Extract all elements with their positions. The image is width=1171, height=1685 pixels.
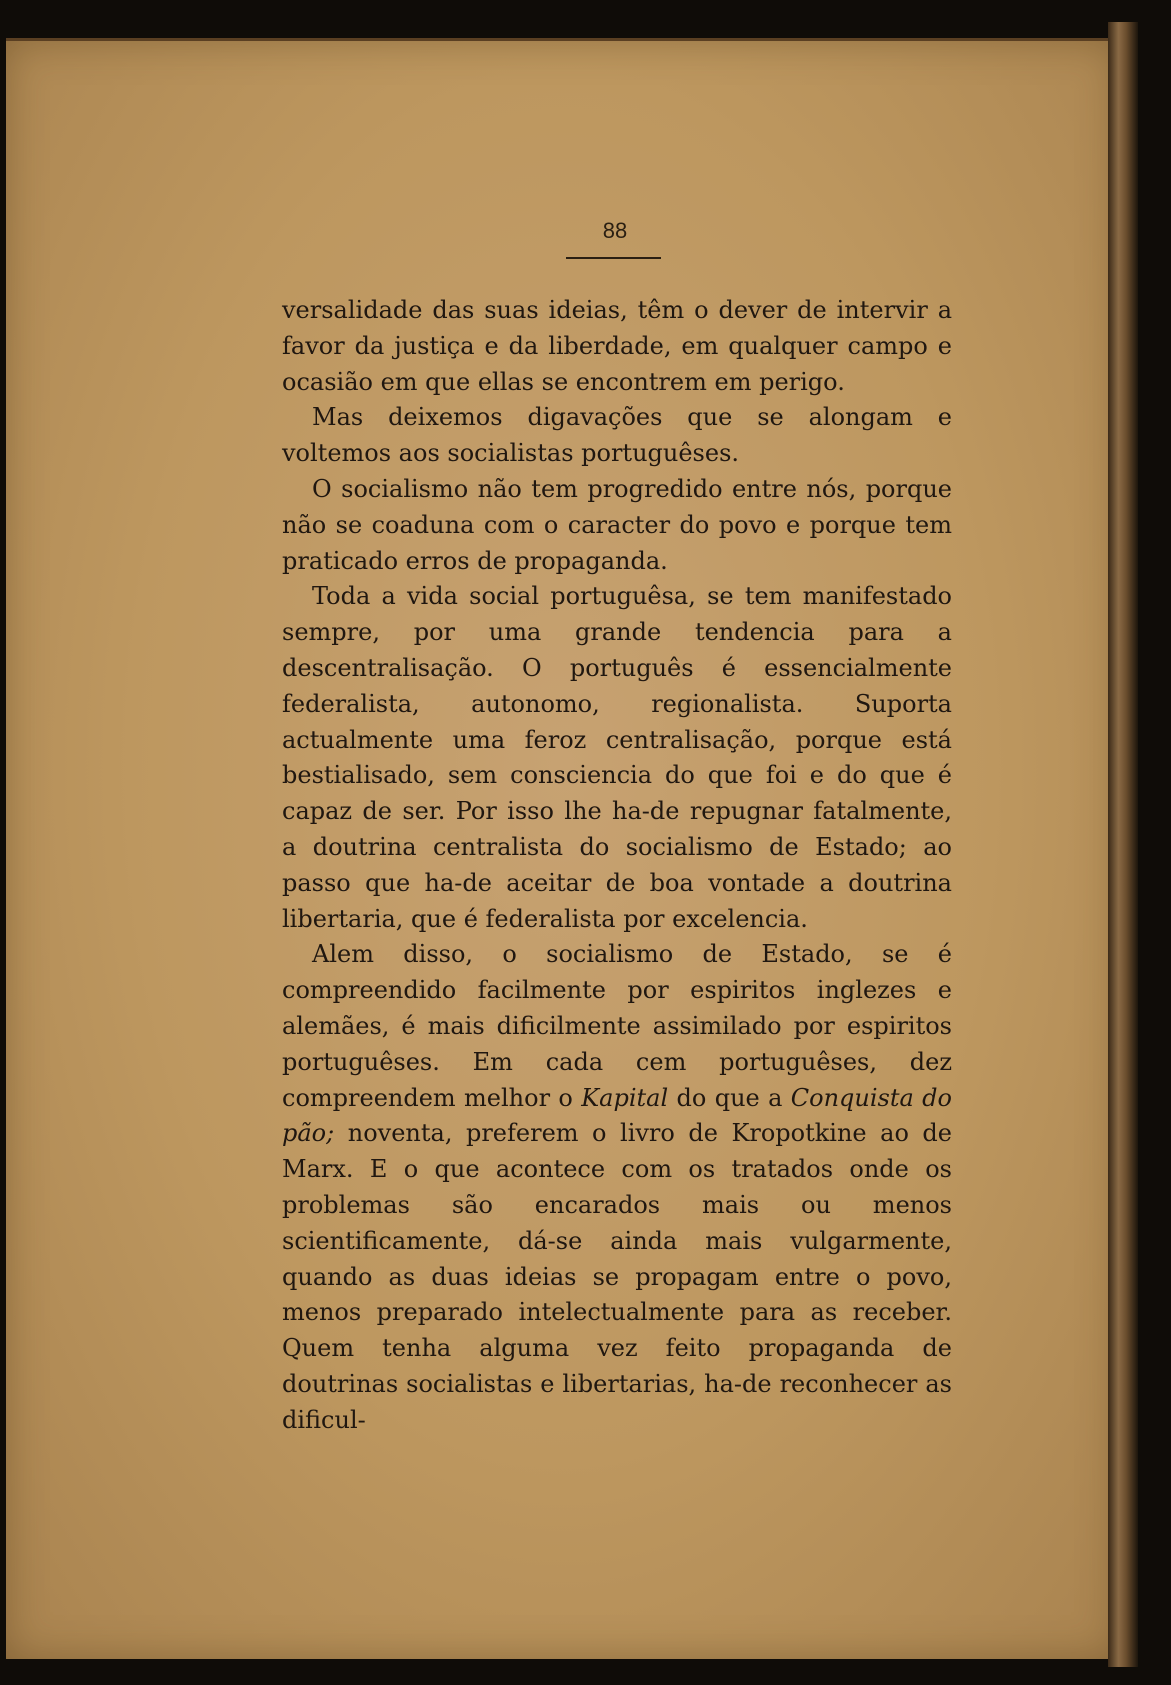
- paragraph-5-part-1: Alem disso, o socialismo de Estado, se é compreendido facilmente por espiritos inglezes e alemães, é mais dificilmente assimilado por espiritos portuguêses. Em cada cem portuguêses, dez compreendem melhor o: [282, 940, 952, 1112]
- paragraph-4: Toda a vida social portuguêsa, se tem manifestado sempre, por uma grande tendencia para a descentralisação. O português é essencialmente federalista, autonomo, regionalista. Suporta actualmente uma feroz centralisação, porque está bestialisado, sem consciencia do que foi e do que é capaz de ser. Por isso lhe ha-de repugnar fatalmente, a doutrina centralista do socialismo de Estado; ao passo que ha-de aceitar de boa vontade a doutrina libertaria, que é federalista por excelencia.: [282, 582, 952, 933]
- paragraph-5-part-3: noventa, preferem o livro de Kropotkine ao de Marx. E o que acontece com os tratados onde os problemas são encarados mais ou menos scientificamente, dá-se ainda mais vulgarmente, quando as duas ideias se propagam entre o povo, menos preparado intelectualmente para as receber. Quem tenha alguma vez feito propaganda de doutrinas socialistas e libertarias, ha-de reconhecer as dificul-: [282, 1119, 952, 1434]
- book-gutter: [1108, 22, 1138, 1667]
- page-number: 88: [602, 218, 628, 243]
- body-text: [282, 293, 952, 1439]
- paragraph-2: Mas deixemos digavações que se alongam e voltemos aos socialistas portuguêses.: [282, 403, 952, 468]
- paragraph-5: [282, 937, 952, 1438]
- book-title-kapital: Kapital: [581, 1083, 669, 1112]
- paragraph-3: O socialismo não tem progredido entre nós, porque não se coaduna com o caracter do povo e porque tem praticado erros de propaganda.: [282, 474, 952, 575]
- paragraph-1: versalidade das suas ideias, têm o dever de intervir a favor da justiça e da liberdade, em qualquer campo e ocasião em que ellas se encontrem em perigo.: [282, 296, 952, 396]
- paragraph-5-part-2: do que a: [676, 1083, 783, 1112]
- header-rule: [566, 257, 661, 259]
- book-title-conquista: Conquista do pão;: [282, 1083, 952, 1148]
